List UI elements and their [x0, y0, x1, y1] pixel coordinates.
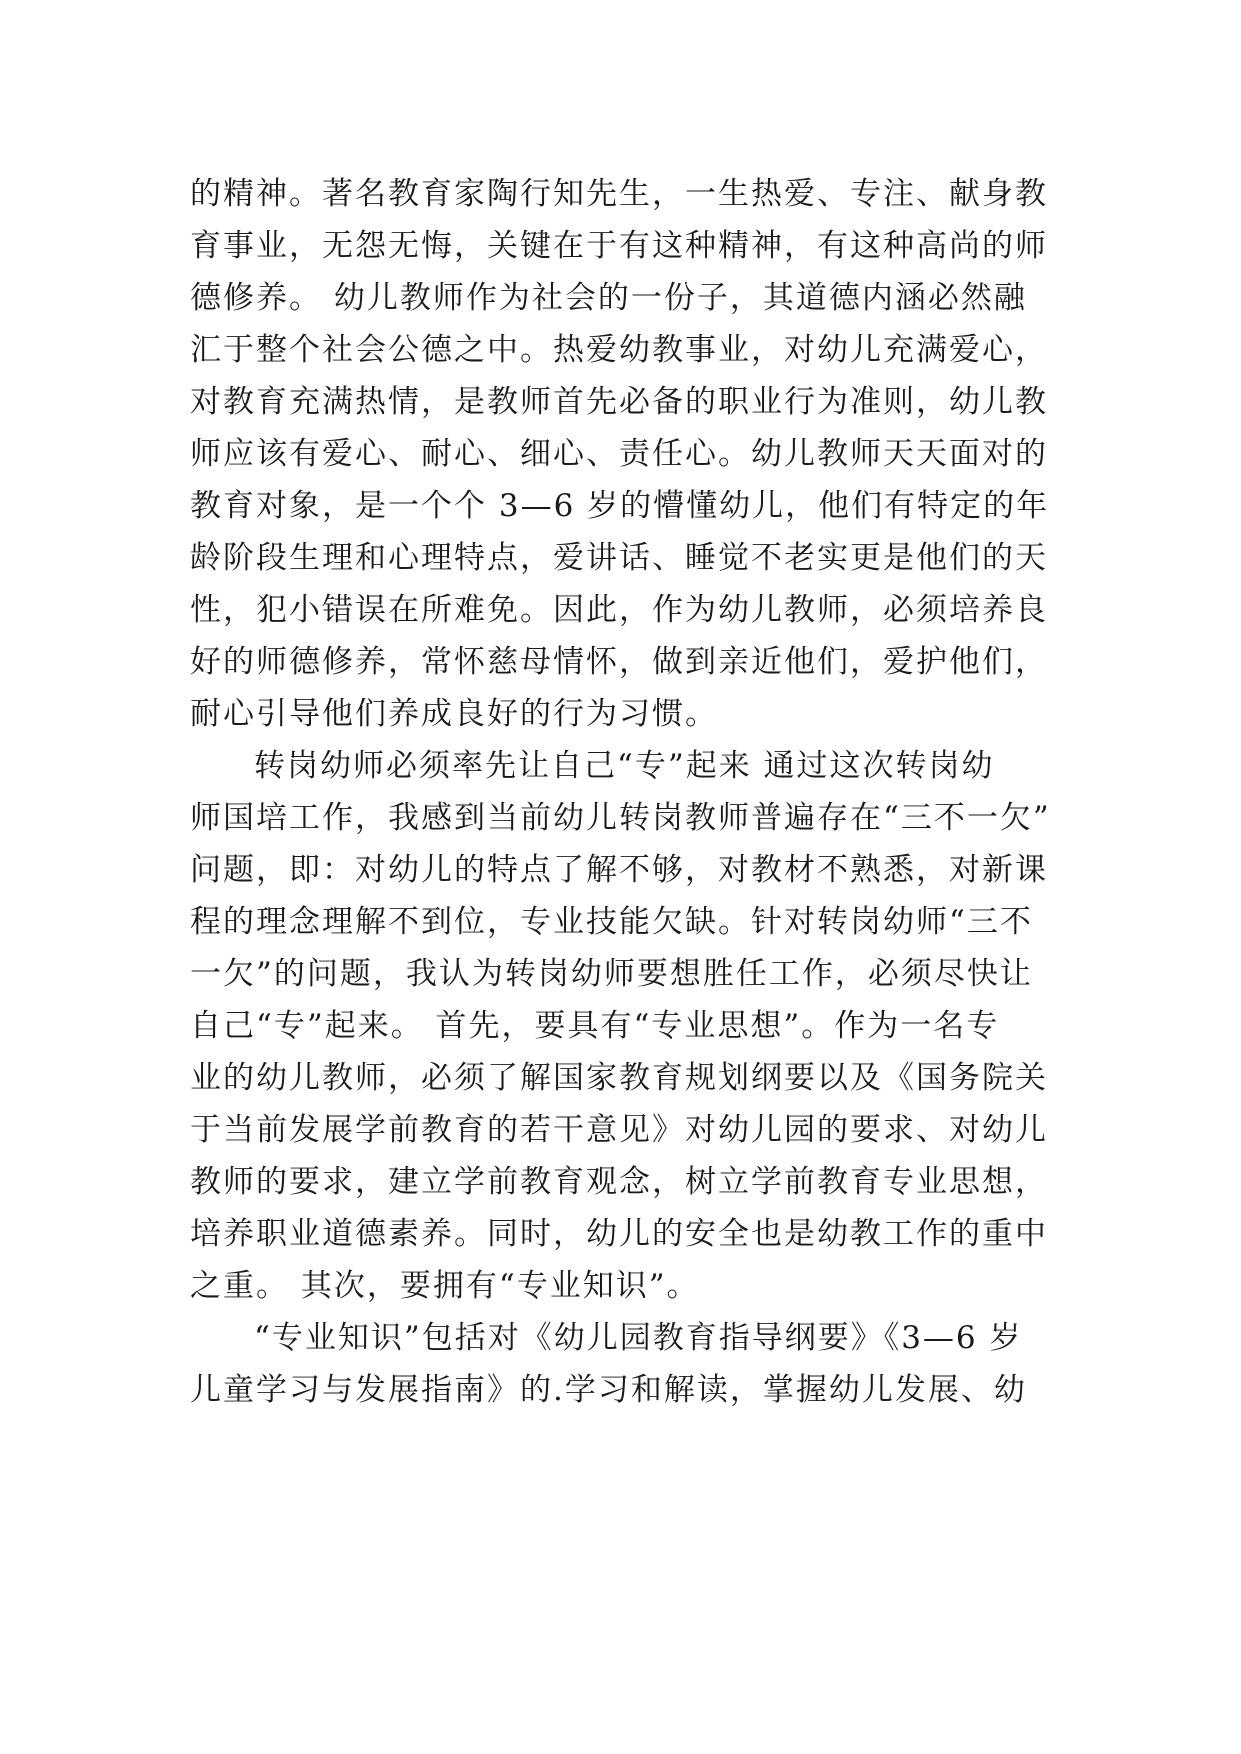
text-line: 对教育充满热情，是教师首先必备的职业行为准则，幼儿教 [190, 384, 1048, 420]
text-line: 师应该有爱心、耐心、细心、责任心。幼儿教师天天面对的 [190, 436, 1048, 472]
text-line: 业的幼儿教师，必须了解国家教育规划纲要以及《国务院关 [190, 1060, 1048, 1096]
text-line: 汇于整个社会公德之中。热爱幼教事业，对幼儿充满爱心， [190, 332, 1048, 368]
text-line: 德修养。 幼儿教师作为社会的一份子，其道德内涵必然融 [190, 280, 1027, 316]
text-line: 自己“专”起来。 首先，要具有“专业思想”。作为一名专 [190, 1008, 1000, 1044]
text-line: 于当前发展学前教育的若干意见》对幼儿园的要求、对幼儿 [190, 1112, 1048, 1148]
text-line: 耐心引导他们养成良好的行为习惯。 [190, 696, 718, 732]
text-line: 师国培工作，我感到当前幼儿转岗教师普遍存在“三不一欠” [190, 800, 1051, 836]
text-line: 教育对象，是一个个 3—6 岁的懵懂幼儿，他们有特定的年 [190, 488, 1050, 524]
text-line: 龄阶段生理和心理特点，爱讲话、睡觉不老实更是他们的天 [190, 540, 1048, 576]
text-line: 问题，即：对幼儿的特点了解不够，对教材不熟悉，对新课 [190, 852, 1048, 888]
text-line: 好的师德修养，常怀慈母情怀，做到亲近他们，爱护他们， [190, 644, 1048, 680]
text-line: 之重。 其次，要拥有“专业知识”。 [190, 1268, 700, 1304]
text-line: 程的理念理解不到位，专业技能欠缺。针对转岗幼师“三不 [190, 904, 1033, 940]
paragraph-first-line: 转岗幼师必须率先让自己“专”起来 通过这次转岗幼 [254, 748, 995, 784]
text-line: 教师的要求，建立学前教育观念，树立学前教育专业思想， [190, 1164, 1048, 1200]
text-line: 儿童学习与发展指南》的.学习和解读，掌握幼儿发展、幼 [190, 1372, 1027, 1408]
text-line: 培养职业道德素养。同时，幼儿的安全也是幼教工作的重中 [190, 1216, 1048, 1252]
document-body [190, 168, 1060, 1416]
text-line: 性，犯小错误在所难免。因此，作为幼儿教师，必须培养良 [190, 592, 1048, 628]
text-line: 一欠”的问题，我认为转岗幼师要想胜任工作，必须尽快让 [190, 956, 1033, 992]
text-line: 的精神。著名教育家陶行知先生，一生热爱、专注、献身教 [190, 176, 1048, 212]
text-line: 育事业，无怨无悔，关键在于有这种精神，有这种高尚的师 [190, 228, 1048, 264]
paragraph-first-line: “专业知识”包括对《幼儿园教育指导纲要》《3—6 岁 [254, 1320, 1023, 1356]
